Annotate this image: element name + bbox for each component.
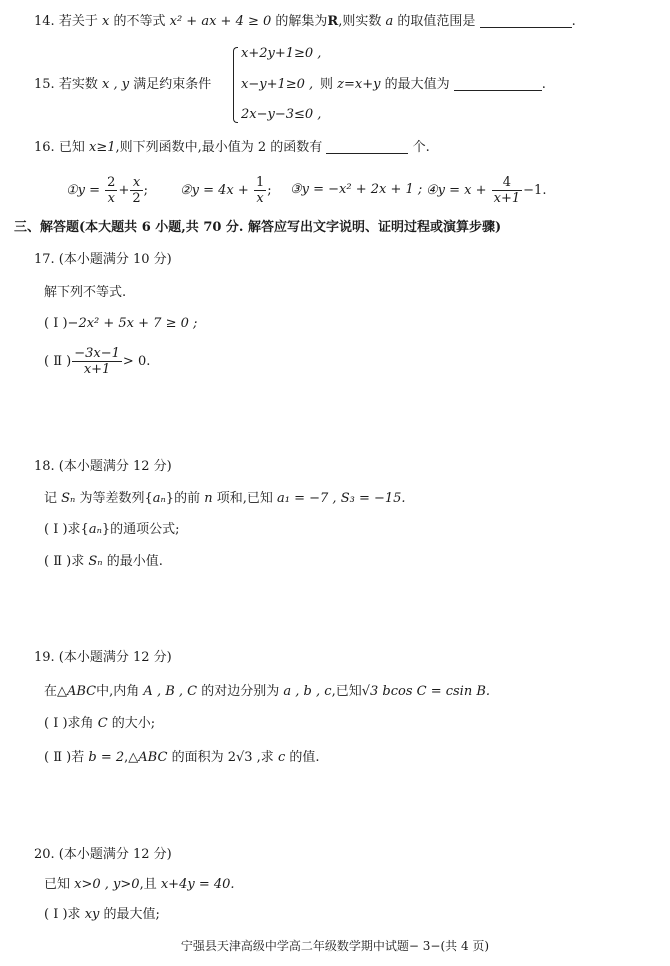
section-title: 三、解答题 bbox=[14, 220, 80, 235]
question-text: 的对边分别为 bbox=[201, 684, 280, 699]
question-text: ,则下列函数中,最小值为 2 的函数有 bbox=[115, 140, 323, 155]
q19-intro bbox=[44, 683, 490, 701]
variable: c bbox=[277, 750, 286, 765]
objective: z=x+y bbox=[337, 77, 381, 92]
q18-part-1 bbox=[44, 521, 180, 539]
question-14 bbox=[34, 13, 576, 31]
section-header bbox=[14, 219, 501, 237]
question-text: 若实数 bbox=[58, 77, 98, 92]
denominator: 2 bbox=[132, 191, 141, 206]
question-text: ,△ bbox=[124, 750, 139, 765]
given-values: a₁ = −7 , S₃ = −15. bbox=[277, 491, 406, 506]
question-text: 求{ bbox=[67, 522, 89, 537]
given-values: x>0 , y>0 bbox=[74, 877, 140, 892]
question-text: 若 bbox=[71, 750, 85, 765]
semicolon: ; bbox=[143, 183, 149, 198]
fraction bbox=[492, 175, 523, 206]
section-note: (本大题共 6 小题,共 70 分. 解答应写出文字说明、证明过程或演算步骤) bbox=[79, 220, 502, 235]
question-text: 的最小值. bbox=[106, 554, 163, 569]
option-3: ③y = −x² + 2x + 1 ; bbox=[290, 182, 423, 197]
part-expression: −2x² + 5x + 7 ≥ 0 ; bbox=[67, 316, 198, 331]
triangle: ABC bbox=[138, 750, 168, 765]
question-text: 个. bbox=[412, 140, 430, 155]
condition: x≥1 bbox=[88, 140, 116, 155]
given-value: b = 2 bbox=[88, 750, 125, 765]
question-number: 15. bbox=[34, 77, 55, 92]
set-symbol: R bbox=[327, 14, 339, 29]
q20-heading: 20. (本小题满分 12 分) bbox=[34, 847, 172, 862]
fraction bbox=[105, 175, 117, 206]
fraction bbox=[254, 175, 266, 206]
question-number: 16. bbox=[34, 140, 55, 155]
question-text: 在△ bbox=[44, 684, 67, 699]
answer-blank[interactable] bbox=[480, 13, 572, 28]
q17-part-1 bbox=[44, 315, 197, 333]
question-text: 为等差数列{ bbox=[79, 491, 153, 506]
question-text: 的值. bbox=[289, 750, 320, 765]
question-text: 已知 bbox=[58, 140, 85, 155]
fraction bbox=[130, 175, 142, 206]
q20-intro bbox=[44, 876, 235, 894]
denominator: x+1 bbox=[83, 362, 111, 377]
question-text: 若关于 bbox=[58, 14, 98, 29]
variable: x bbox=[101, 14, 110, 29]
sides: a , b , c bbox=[283, 684, 332, 699]
question-text: 记 bbox=[44, 491, 58, 506]
numerator: 1 bbox=[255, 175, 265, 190]
period: . bbox=[571, 14, 576, 29]
part-label: ( Ⅰ ) bbox=[44, 316, 68, 331]
numerator: −3x−1 bbox=[74, 346, 120, 361]
question-text: 则 bbox=[320, 77, 334, 92]
question-16 bbox=[34, 139, 430, 157]
question-text: ,且 bbox=[139, 877, 157, 892]
part-label: ( Ⅰ ) bbox=[44, 522, 68, 537]
question-15-tail bbox=[320, 76, 546, 94]
variables: x , y bbox=[101, 77, 130, 92]
question-text: 的解集为 bbox=[275, 14, 328, 29]
variable: Sₙ bbox=[61, 491, 76, 506]
question-text: }的通项公式; bbox=[101, 522, 180, 537]
question-text: 的大小; bbox=[111, 716, 156, 731]
variable: aₙ bbox=[88, 522, 102, 537]
inequality: x² + ax + 4 ≥ 0 bbox=[169, 14, 272, 29]
q19-part-1 bbox=[44, 715, 155, 733]
question-text: 求 bbox=[71, 554, 85, 569]
question-text: 求角 bbox=[67, 716, 94, 731]
part-label: ( Ⅱ ) bbox=[44, 554, 72, 569]
part-label: ( Ⅰ ) bbox=[44, 716, 68, 731]
variable: aₙ bbox=[152, 491, 166, 506]
q17-intro: 解下列不等式. bbox=[44, 285, 127, 300]
q18-part-2 bbox=[44, 553, 163, 571]
option-label: ①y = bbox=[66, 183, 101, 198]
q18-heading: 18. (本小题满分 12 分) bbox=[34, 459, 172, 474]
variable: a bbox=[385, 14, 394, 29]
question-text: 的最大值; bbox=[103, 907, 160, 922]
given-equation: x+4y = 40. bbox=[160, 877, 235, 892]
option-4 bbox=[426, 175, 546, 206]
period: . bbox=[541, 77, 546, 92]
answer-blank[interactable] bbox=[454, 76, 542, 91]
question-text: 的面积为 2√3 ,求 bbox=[171, 750, 274, 765]
denominator: x+1 bbox=[493, 191, 521, 206]
q17-heading: 17. (本小题满分 10 分) bbox=[34, 252, 172, 267]
option-tail: −1. bbox=[523, 183, 547, 198]
denominator: x bbox=[256, 191, 264, 206]
constraint-3: 2x−y−3≤0 , bbox=[241, 107, 322, 122]
question-number: 14. bbox=[34, 14, 55, 29]
part-label: ( Ⅰ ) bbox=[44, 907, 68, 922]
numerator: x bbox=[130, 175, 142, 191]
angles: A , B , C bbox=[143, 684, 198, 699]
semicolon: ; bbox=[267, 183, 272, 198]
option-label: ④y = x + bbox=[426, 183, 487, 198]
answer-blank[interactable] bbox=[326, 139, 408, 154]
given-equation: √3 bcos C = csin B. bbox=[361, 684, 491, 699]
constraint-brace bbox=[233, 47, 238, 123]
part-expression: > 0. bbox=[122, 354, 151, 369]
variable: C bbox=[97, 716, 108, 731]
part-label: ( Ⅱ ) bbox=[44, 750, 72, 765]
constraint-2: x−y+1≥0 , bbox=[241, 77, 314, 92]
variable: n bbox=[204, 491, 213, 506]
question-text: 中,内角 bbox=[96, 684, 140, 699]
question-text: 项和,已知 bbox=[216, 491, 273, 506]
question-text: 的不等式 bbox=[113, 14, 166, 29]
fraction bbox=[72, 346, 122, 377]
q18-intro bbox=[44, 490, 406, 508]
question-text: 求 bbox=[67, 907, 81, 922]
question-15-lead bbox=[34, 76, 211, 94]
question-text: }的前 bbox=[165, 491, 201, 506]
page-footer: 宁强县天津高级中学高二年级数学期中试题− 3−(共 4 页) bbox=[180, 939, 490, 953]
question-text: 已知 bbox=[44, 877, 71, 892]
question-text: 满足约束条件 bbox=[133, 77, 212, 92]
question-text: 的取值范围是 bbox=[397, 14, 476, 29]
numerator: 2 bbox=[107, 175, 116, 190]
numerator: 4 bbox=[492, 175, 523, 191]
q19-part-2 bbox=[44, 749, 320, 767]
constraint-1: x+2y+1≥0 , bbox=[241, 46, 322, 61]
q17-part-2 bbox=[44, 345, 150, 379]
question-text: ,则实数 bbox=[338, 14, 382, 29]
question-text: 的最大值为 bbox=[384, 77, 450, 92]
part-label: ( Ⅱ ) bbox=[44, 354, 72, 369]
option-1 bbox=[66, 175, 148, 206]
variable: Sₙ bbox=[88, 554, 103, 569]
plus: + bbox=[118, 183, 130, 198]
question-text: ,已知 bbox=[331, 684, 362, 699]
option-label: ②y = 4x + bbox=[180, 183, 249, 198]
triangle: ABC bbox=[67, 684, 97, 699]
q19-heading: 19. (本小题满分 12 分) bbox=[34, 650, 172, 665]
q20-part-1 bbox=[44, 906, 160, 924]
variable: xy bbox=[84, 907, 100, 922]
option-2 bbox=[180, 175, 272, 206]
denominator: x bbox=[107, 191, 115, 206]
